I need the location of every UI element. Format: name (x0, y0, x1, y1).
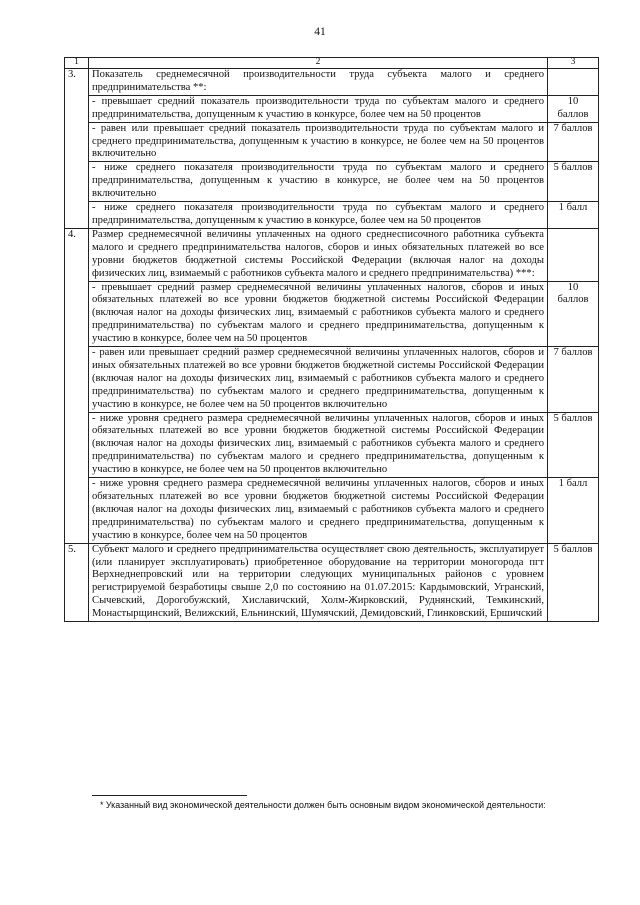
table-row (65, 478, 599, 544)
criterion-option: - равен или превышает средний размер среднемесячной величины уплаченных налогов, сборов и иных обязательных платежей во все уровни бюджетов бюджетной системы Российской Федерации (включая налог на доходы физических лиц, взимаемый с работников субъекта малого и среднего предпринимательства) по субъектам малого и среднего предпринимательства, допущенным к участию в конкурсе, не более чем на 50 процентов включительно (89, 347, 548, 413)
section-text: Субъект малого и среднего предпринимательства осуществляет свою деятельность, эксплуатирует (или планирует эксплуатировать) приобретенное оборудование на территории моногорода пгт Верхнеднепровский или на территории следующих муниципальных районов с уровнем регистрируемой безработицы свыше 2,0 по состоянию на 01.07.2015: Кардымовский, Угранский, Сычевский, Дорогобужский, Хиславичский, Холм-Жирковский, Руднянский, Темкинский, Монастырщинский, Велижский, Ельнинский, Шумячский, Демидовский, Глинковский, Ершичский (89, 543, 548, 621)
section-title: Размер среднемесячной величины уплаченных на одного среднесписочного работника субъекта малого и среднего предпринимательства налогов, сборов и иных обязательных платежей во все уровни бюджетов бюджетной системы Российской Федерации (включая налог на доходы физических лиц, взимаемый с работников субъекта малого и среднего предпринимательства) ***: (89, 228, 548, 281)
section-number: 3. (65, 69, 89, 229)
section-number: 4. (65, 228, 89, 543)
criterion-option: - превышает средний показатель производительности труда по субъектам малого и среднего предпринимательства, допущенным к участию в конкурсе, более чем на 50 процентов (89, 95, 548, 122)
empty-score-cell (548, 228, 599, 281)
criterion-score: 5 баллов (548, 412, 599, 478)
table-header-row (65, 58, 599, 69)
criterion-option: - равен или превышает средний показатель производительности труда по субъектам малого и среднего предпринимательства, допущенным к участию в конкурсе, не более чем на 50 процентов включительно (89, 122, 548, 162)
table-row (65, 95, 599, 122)
table-row (65, 122, 599, 162)
section-3-title-row (65, 69, 599, 96)
section-number: 5. (65, 543, 89, 621)
section-5-row (65, 543, 599, 621)
footnote: * Указанный вид экономической деятельности должен быть основным видом экономической деятельности: (100, 800, 546, 810)
section-4-title-row (65, 228, 599, 281)
criteria-table (64, 57, 599, 622)
table-row (65, 281, 599, 347)
criterion-option: - превышает средний размер среднемесячной величины уплаченных налогов, сборов и иных обязательных платежей во все уровни бюджетов бюджетной системы Российской Федерации (включая налог на доходы физических лиц, взимаемый с работников субъекта малого и среднего предпринимательства) по субъектам малого и среднего предпринимательства, допущенным к участию в конкурсе, более чем на 50 процентов (89, 281, 548, 347)
criterion-score: 1 балл (548, 478, 599, 544)
page-number: 41 (314, 26, 326, 38)
table-row (65, 412, 599, 478)
section-title: Показатель среднемесячной производительности труда субъекта малого и среднего предпринимательства **: (89, 69, 548, 96)
criterion-score: 7 баллов (548, 122, 599, 162)
header-col-3: 3 (548, 58, 599, 69)
criterion-score: 7 баллов (548, 347, 599, 413)
criterion-option: - ниже уровня среднего размера среднемесячной величины уплаченных налогов, сборов и иных обязательных платежей во все уровни бюджетов бюджетной системы Российской Федерации (включая налог на доходы физических лиц, взимаемый с работников субъекта малого и среднего предпринимательства) по субъектам малого и среднего предпринимательства, допущенным к участию в конкурсе, не более чем на 50 процентов включительно (89, 412, 548, 478)
criterion-score: 5 баллов (548, 162, 599, 202)
criterion-option: - ниже среднего показателя производительности труда по субъектам малого и среднего предпринимательства, допущенным к участию в конкурсе, не более чем на 50 процентов включительно (89, 162, 548, 202)
footnote-divider (92, 795, 247, 796)
header-col-2: 2 (89, 58, 548, 69)
header-col-1: 1 (65, 58, 89, 69)
table-row (65, 162, 599, 202)
criterion-option: - ниже уровня среднего размера среднемесячной величины уплаченных налогов, сборов и иных обязательных платежей во все уровни бюджетов бюджетной системы Российской Федерации (включая налог на доходы физических лиц, взимаемый с работников субъекта малого и среднего предпринимательства) по субъектам малого и среднего предпринимательства, допущенным к участию в конкурсе, более чем на 50 процентов (89, 478, 548, 544)
criterion-score: 1 балл (548, 202, 599, 229)
criterion-score: 10 баллов (548, 95, 599, 122)
table-row (65, 347, 599, 413)
criterion-option: - ниже среднего показателя производительности труда по субъектам малого и среднего предпринимательства, допущенным к участию в конкурсе, более чем на 50 процентов (89, 202, 548, 229)
criterion-score: 5 баллов (548, 543, 599, 621)
criterion-score: 10 баллов (548, 281, 599, 347)
table-row (65, 202, 599, 229)
empty-score-cell (548, 69, 599, 96)
